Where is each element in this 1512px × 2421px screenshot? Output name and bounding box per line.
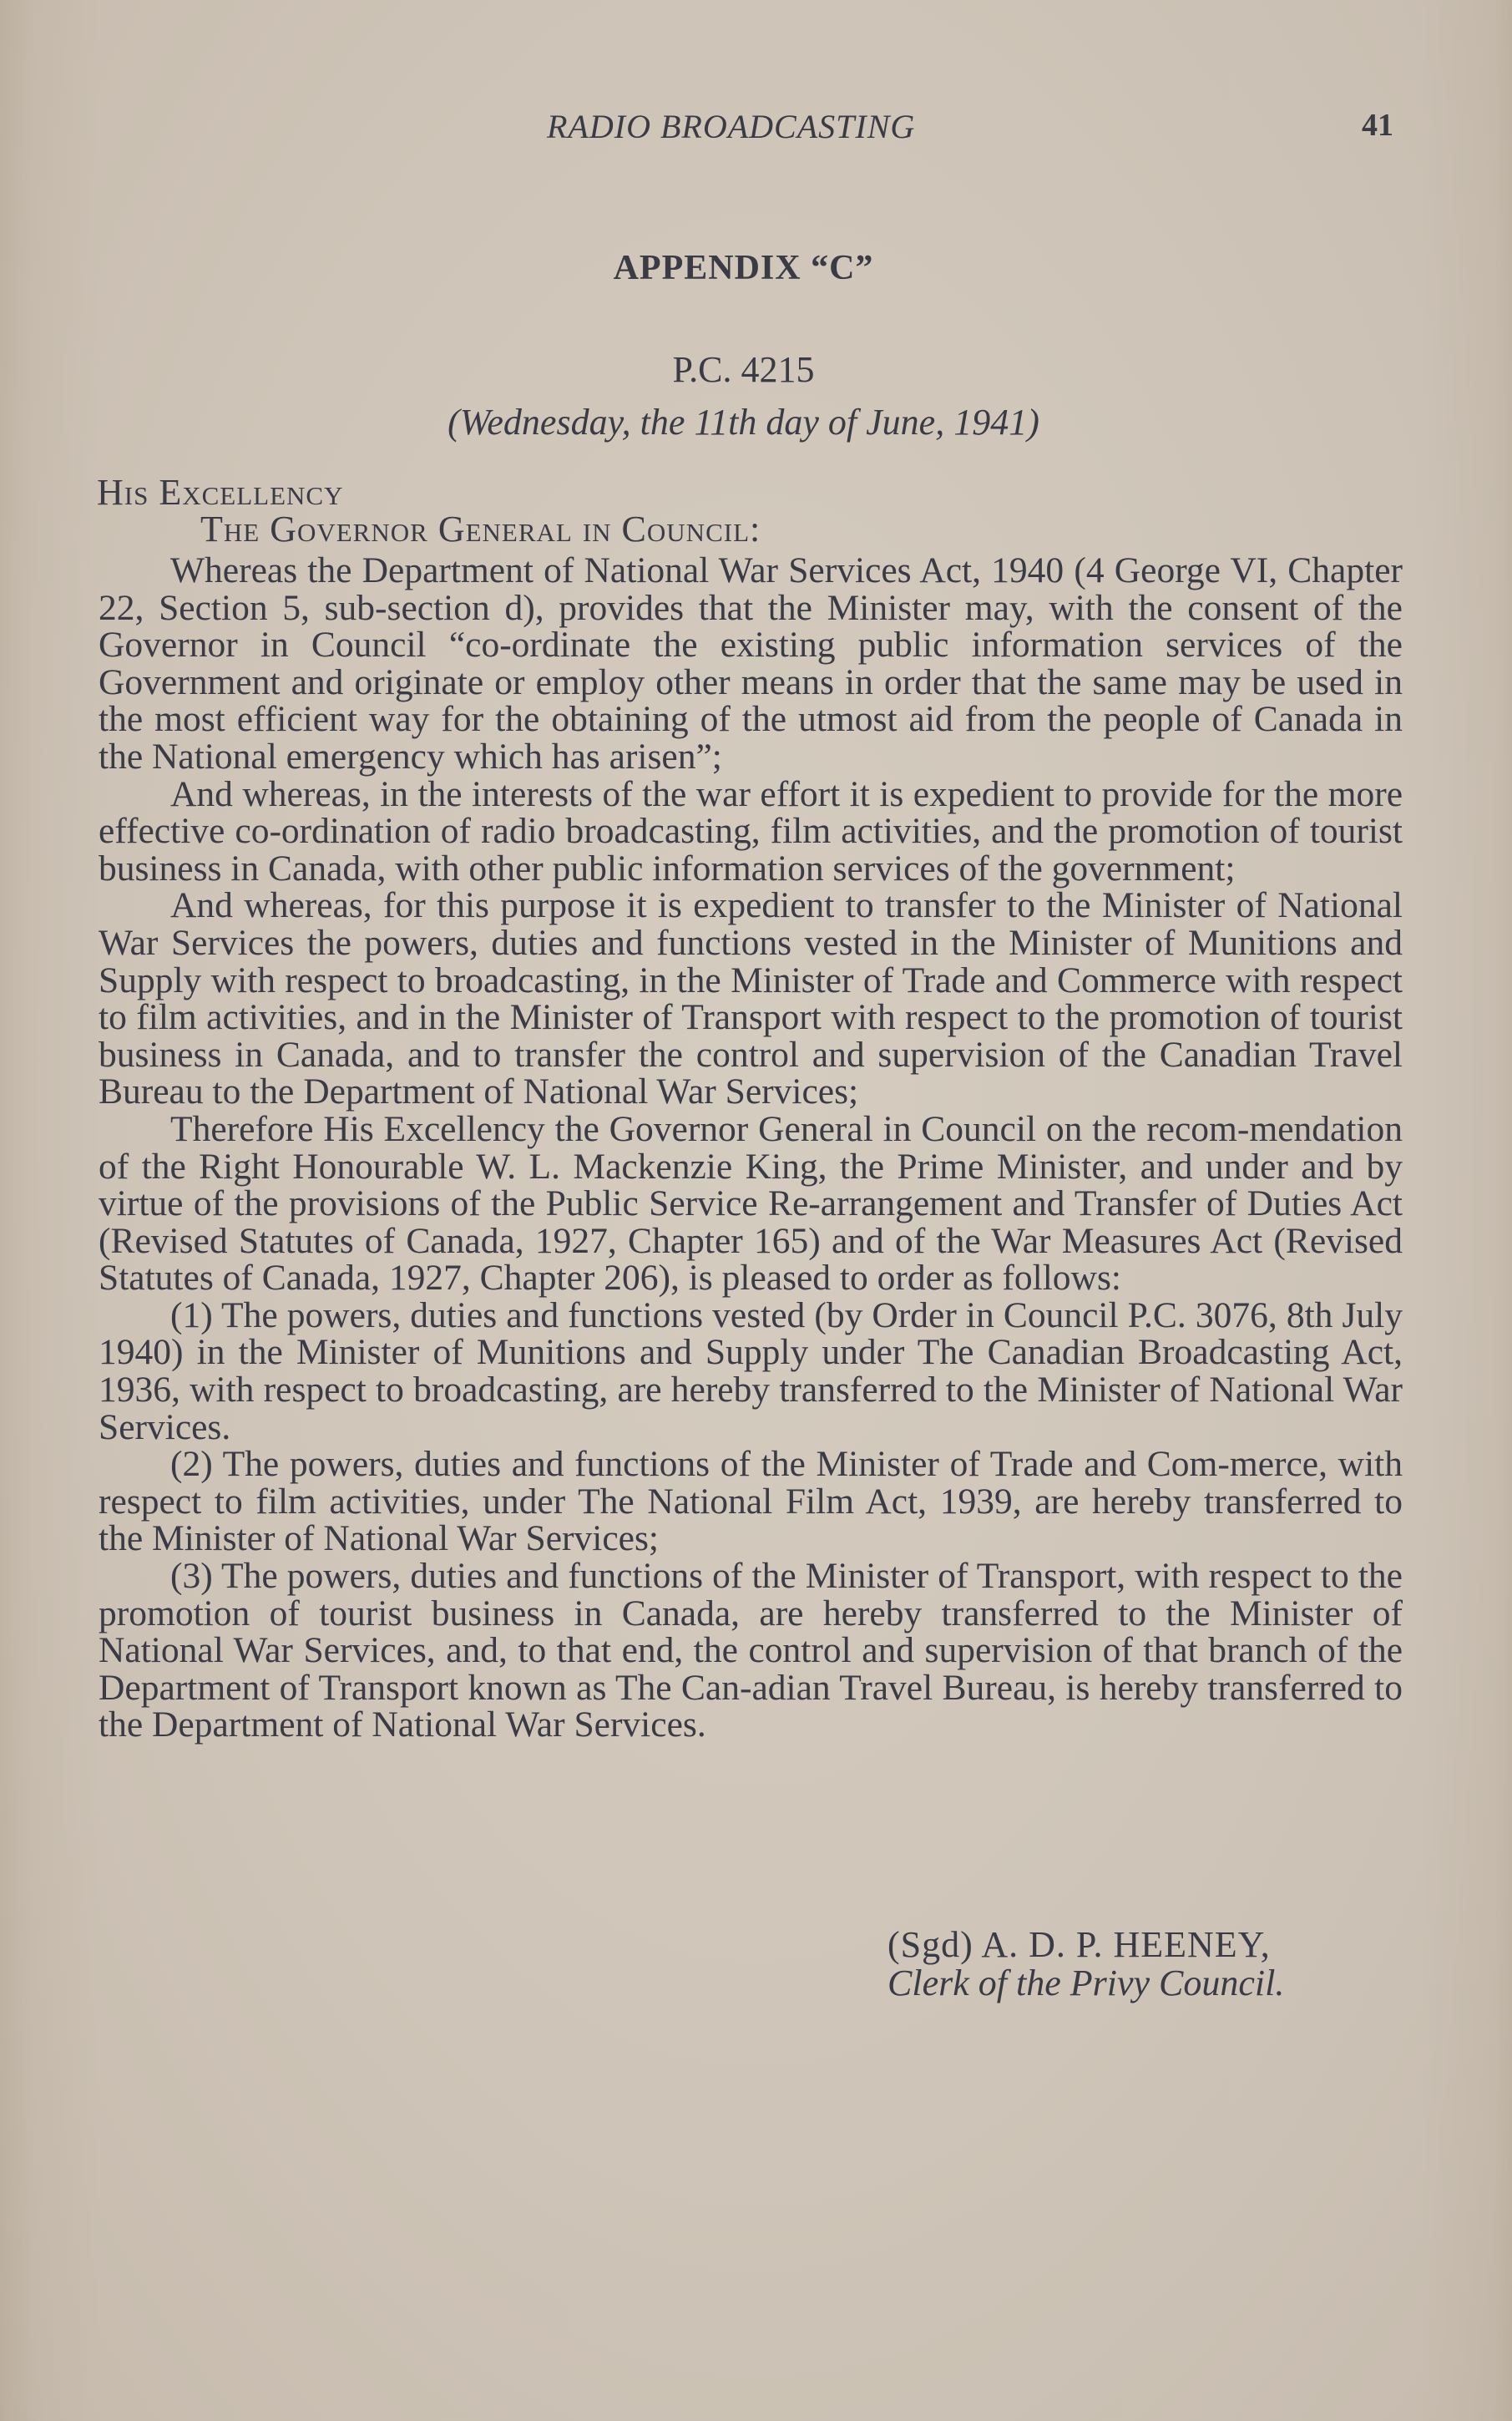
order-date: (Wednesday, the 11th day of June, 1941): [448, 402, 1039, 443]
order-body: [99, 552, 1403, 1744]
running-head-title: RADIO BROADCASTING: [547, 108, 916, 145]
paragraph-whereas: Whereas the Department of National War Services Act, 1940 (4 George VI, Chapter 22, Section 5, sub-section d), provides that the Minister may, with the consent of the Governor in Council “co-ordinate the existing public information services of the Government and originate or employ other means in order that the same may be used in the most efficient way for the obtaining of the utmost aid from the people of Canada in the National emergency which has arisen”;: [99, 550, 1403, 777]
running-head: [0, 107, 1512, 149]
order-number: P.C. 4215: [672, 349, 815, 390]
salutation-line-1: His Excellency: [97, 472, 344, 513]
paragraph-order-1: (1) The powers, duties and functions vested (by Order in Council P.C. 3076, 8th July 1940) in the Minister of Munitions and Supply under The Canadian Broadcasting Act, 1936, with respect to broadcasting, are hereby transferred to the Minister of National War Services.: [99, 1294, 1403, 1447]
paragraph-order-3: (3) The powers, duties and functions of the Minister of Transport, with respect to the promotion of tourist business in Canada, are hereby transferred to the Minister of National War Services, and, to that end, the control and supervision of that branch of the Department of Transport known as The Can-adian Travel Bureau, is hereby transferred to the Department of National War Services.: [99, 1556, 1403, 1745]
paragraph-order-2: (2) The powers, duties and functions of the Minister of Trade and Com-merce, with respect to film activities, under The National Film Act, 1939, are hereby transferred to the Minister of National War Services;: [99, 1444, 1403, 1559]
signatory-name: (Sgd) A. D. P. HEENEY,: [887, 1924, 1271, 1965]
appendix-heading: APPENDIX “C”: [613, 249, 874, 287]
paragraph-therefore: Therefore His Excellency the Governor General in Council on the recom-mendation of the Right Honourable W. L. Mackenzie King, the Prime Minister, and under and by virtue of the provisions of the Public Service Re-arrangement and Transfer of Duties Act (Revised Statutes of Canada, 1927, Chapter 165) and of the War Measures Act (Revised Statutes of Canada, 1927, Chapter 206), is pleased to order as follows:: [99, 1108, 1403, 1299]
page-number: 41: [1362, 108, 1393, 143]
paragraph-and-whereas-2: And whereas, for this purpose it is expedient to transfer to the Minister of National War Services the powers, duties and functions vested in the Minister of Munitions and Supply with respect to broadcasting, in the Minister of Trade and Commerce with respect to film activities, and in the Minister of Transport with respect to the promotion of tourist business in Canada, and to transfer the control and supervision of the Canadian Travel Bureau to the Department of National War Services;: [99, 885, 1403, 1112]
signature-block: [887, 1926, 1284, 2003]
salutation-line-2: The Governor General in Council:: [200, 509, 761, 550]
paragraph-and-whereas-1: And whereas, in the interests of the war effort it is expedient to provide for the more effective co-ordination of radio broadcasting, film activities, and the promotion of tourist business in Canada, with other public information services of the government;: [99, 773, 1403, 889]
signatory-title: Clerk of the Privy Council.: [887, 1963, 1285, 2003]
